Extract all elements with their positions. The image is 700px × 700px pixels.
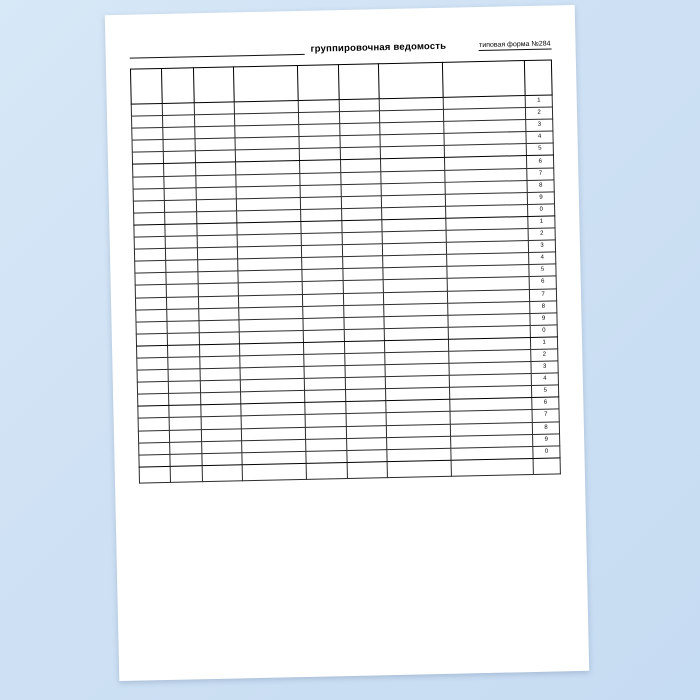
table-cell[interactable]	[169, 405, 201, 418]
table-cell[interactable]	[195, 162, 236, 175]
table-cell[interactable]	[300, 172, 341, 185]
row-number-header-cell	[525, 60, 552, 96]
table-cell[interactable]	[301, 208, 342, 221]
blank-write-in-line[interactable]	[129, 42, 304, 59]
table-cell[interactable]	[199, 320, 240, 333]
row-number-cell: 4	[531, 373, 558, 386]
table-cell[interactable]	[298, 100, 339, 113]
table-cell[interactable]	[135, 273, 167, 286]
column-header-cell[interactable]	[130, 68, 162, 104]
row-number-cell: 5	[532, 385, 559, 398]
table-cell[interactable]	[167, 296, 199, 309]
table-cell[interactable]	[346, 425, 387, 438]
table-cell[interactable]	[340, 171, 381, 184]
row-number-cell: 3	[529, 240, 556, 253]
row-number-cell: 6	[529, 276, 556, 289]
table-cell[interactable]	[134, 249, 166, 262]
table-cell[interactable]	[199, 344, 240, 357]
table-cell[interactable]	[242, 463, 306, 480]
table-cell[interactable]	[165, 200, 197, 213]
table-cell[interactable]	[202, 465, 243, 482]
table-cell[interactable]	[343, 280, 384, 293]
table-cell[interactable]	[303, 305, 344, 318]
table-cell[interactable]	[347, 461, 388, 478]
table-cell[interactable]	[134, 224, 166, 237]
table-cell[interactable]	[197, 259, 238, 272]
table-cell[interactable]	[164, 151, 196, 164]
table-cell[interactable]	[166, 260, 198, 273]
form-number-note: типовая форма №284	[478, 40, 552, 51]
table-cell[interactable]	[132, 116, 164, 129]
table-cell[interactable]	[133, 164, 165, 177]
page-title: группировочная ведомость	[310, 40, 447, 55]
row-number-cell: 5	[529, 264, 556, 277]
column-header-cell[interactable]	[193, 67, 234, 103]
table-cell[interactable]	[170, 466, 202, 483]
table-cell[interactable]	[168, 369, 200, 382]
table-cell[interactable]	[342, 232, 383, 245]
table-cell[interactable]	[305, 390, 346, 403]
table-cell[interactable]	[131, 103, 163, 116]
table-cell[interactable]	[304, 378, 345, 391]
table-cell[interactable]	[344, 341, 385, 354]
table-cell[interactable]	[345, 389, 386, 402]
table-cell[interactable]	[138, 430, 170, 443]
table-cell[interactable]	[300, 184, 341, 197]
table-cell[interactable]	[139, 442, 171, 455]
table-cell[interactable]	[304, 354, 345, 367]
row-number-cell: 2	[526, 107, 553, 120]
table-cell[interactable]	[299, 148, 340, 161]
table-cell[interactable]	[195, 174, 236, 187]
table-cell[interactable]	[133, 200, 165, 213]
column-header-cell[interactable]	[379, 62, 444, 98]
table-cell[interactable]	[138, 394, 170, 407]
table-cell[interactable]	[169, 381, 201, 394]
table-cell[interactable]	[344, 328, 385, 341]
row-number-cell: 5	[526, 143, 553, 156]
column-header-cell[interactable]	[297, 65, 338, 101]
table-cell[interactable]	[345, 401, 386, 414]
row-number-cell: 0	[528, 204, 555, 217]
table-cell[interactable]	[343, 304, 384, 317]
table-cell[interactable]	[197, 247, 238, 260]
table-cell[interactable]	[137, 357, 169, 370]
table-cell[interactable]	[166, 272, 198, 285]
row-number-cell: 3	[531, 361, 558, 374]
table-cell[interactable]	[136, 321, 168, 334]
table-cell[interactable]	[342, 268, 383, 281]
table-cell[interactable]	[303, 329, 344, 342]
row-number-cell: 1	[528, 216, 555, 229]
table-cell[interactable]	[344, 316, 385, 329]
table-cell[interactable]	[339, 123, 380, 136]
table-cell[interactable]	[134, 212, 166, 225]
table-cell[interactable]	[198, 295, 239, 308]
table-cell[interactable]	[132, 152, 164, 165]
table-cell[interactable]	[201, 453, 242, 466]
table-cell[interactable]	[135, 297, 167, 310]
table-cell[interactable]	[194, 102, 235, 115]
table-cell[interactable]	[167, 284, 199, 297]
table-cell[interactable]	[135, 261, 167, 274]
table-cell[interactable]	[164, 175, 196, 188]
row-number-cell: 6	[527, 155, 554, 168]
table-cell[interactable]	[170, 453, 202, 466]
table-cell[interactable]	[133, 188, 165, 201]
table-cell[interactable]	[301, 221, 342, 234]
table-cell[interactable]	[166, 248, 198, 261]
table-cell[interactable]	[163, 103, 195, 116]
table-cell[interactable]	[163, 127, 195, 140]
table-cell[interactable]	[305, 402, 346, 415]
ledger-grid	[130, 59, 561, 483]
table-cell[interactable]	[139, 466, 171, 483]
table-cell[interactable]	[132, 140, 164, 153]
row-number-cell: 7	[530, 288, 557, 301]
table-cell[interactable]	[164, 187, 196, 200]
table-cell[interactable]	[299, 124, 340, 137]
table-cell[interactable]	[200, 404, 241, 417]
table-cell[interactable]	[198, 307, 239, 320]
table-cell[interactable]	[164, 163, 196, 176]
table-cell[interactable]	[345, 365, 386, 378]
table-cell[interactable]	[306, 450, 347, 463]
row-number-cell: 7	[532, 409, 559, 422]
table-cell[interactable]	[136, 333, 168, 346]
table-cell[interactable]	[199, 356, 240, 369]
table-cell[interactable]	[302, 293, 343, 306]
table-cell[interactable]	[200, 380, 241, 393]
table-cell[interactable]	[304, 366, 345, 379]
table-cell[interactable]	[196, 211, 237, 224]
table-cell[interactable]	[298, 112, 339, 125]
table-cell[interactable]	[135, 285, 167, 298]
row-number-cell: 8	[533, 421, 560, 434]
row-number-cell: 8	[530, 301, 557, 314]
table-cell[interactable]	[342, 244, 383, 257]
table-cell[interactable]	[138, 406, 170, 419]
column-header-cell[interactable]	[442, 61, 525, 98]
table-cell[interactable]	[341, 220, 382, 233]
table-cell[interactable]	[299, 136, 340, 149]
table-cell[interactable]	[340, 147, 381, 160]
table-cell[interactable]	[165, 212, 197, 225]
table-cell[interactable]	[200, 392, 241, 405]
table-cell[interactable]	[344, 353, 385, 366]
row-number-cell: 0	[530, 325, 557, 338]
table-cell[interactable]	[195, 138, 236, 151]
row-number-cell: 3	[526, 119, 553, 132]
row-number-cell: 2	[528, 228, 555, 241]
column-header-cell[interactable]	[338, 64, 379, 100]
table-cell[interactable]	[346, 437, 387, 450]
table-cell[interactable]	[195, 150, 236, 163]
table-cell[interactable]	[301, 233, 342, 246]
table-cell[interactable]	[133, 176, 165, 189]
row-number-cell: 9	[528, 192, 555, 205]
table-cell[interactable]	[194, 126, 235, 139]
row-number-cell: 4	[526, 131, 553, 144]
table-cell[interactable]	[168, 333, 200, 346]
table-cell[interactable]	[170, 429, 202, 442]
table-cell[interactable]	[163, 139, 195, 152]
table-cell[interactable]	[345, 377, 386, 390]
ledger-grid-wrapper	[130, 59, 561, 483]
table-cell[interactable]	[302, 257, 343, 270]
table-cell[interactable]	[137, 345, 169, 358]
table-cell[interactable]	[165, 236, 197, 249]
row-number-cell: 6	[532, 397, 559, 410]
table-cell[interactable]	[302, 269, 343, 282]
row-number-cell: 1	[525, 95, 552, 108]
table-cell[interactable]	[194, 114, 235, 127]
table-cell[interactable]	[165, 224, 197, 237]
table-cell[interactable]	[139, 454, 171, 467]
row-number-cell: 7	[527, 168, 554, 181]
table-cell[interactable]	[169, 393, 201, 406]
table-cell[interactable]	[170, 441, 202, 454]
table-cell[interactable]	[196, 187, 237, 200]
table-cell[interactable]	[341, 208, 382, 221]
table-cell[interactable]	[339, 99, 380, 112]
table-cell[interactable]	[303, 341, 344, 354]
table-cell[interactable]	[198, 271, 239, 284]
table-cell[interactable]	[342, 256, 383, 269]
table-cell[interactable]	[136, 309, 168, 322]
table-cell[interactable]	[132, 128, 164, 141]
table-cell[interactable]	[343, 292, 384, 305]
table-cell[interactable]	[301, 245, 342, 258]
table-cell[interactable]	[168, 357, 200, 370]
table-cell[interactable]	[200, 368, 241, 381]
table-cell[interactable]	[167, 320, 199, 333]
table-cell[interactable]	[306, 462, 347, 479]
table-cell[interactable]	[305, 414, 346, 427]
row-number-cell: 0	[533, 446, 560, 459]
row-number-cell: 2	[531, 349, 558, 362]
table-cell[interactable]	[163, 115, 195, 128]
row-number-cell: 8	[527, 180, 554, 193]
row-number-cell: 9	[533, 434, 560, 447]
table-cell[interactable]	[201, 416, 242, 429]
row-number-cell: 4	[529, 252, 556, 265]
table-cell[interactable]	[169, 417, 201, 430]
table-cell[interactable]	[138, 418, 170, 431]
row-number-cell: 9	[530, 313, 557, 326]
table-cell[interactable]	[302, 281, 343, 294]
table-cell[interactable]	[197, 235, 238, 248]
table-cell[interactable]	[341, 183, 382, 196]
table-cell[interactable]	[341, 195, 382, 208]
row-number-cell	[533, 458, 560, 475]
table-cell[interactable]	[305, 426, 346, 439]
table-cell[interactable]	[198, 283, 239, 296]
table-cell[interactable]	[339, 111, 380, 124]
table-cell[interactable]	[196, 223, 237, 236]
row-number-cell: 1	[531, 337, 558, 350]
column-header-cell[interactable]	[234, 66, 299, 102]
table-cell[interactable]	[300, 196, 341, 209]
table-cell[interactable]	[137, 382, 169, 395]
table-cell[interactable]	[346, 413, 387, 426]
table-cell[interactable]	[199, 332, 240, 345]
table-cell[interactable]	[346, 449, 387, 462]
table-cell[interactable]	[306, 438, 347, 451]
table-cell[interactable]	[168, 345, 200, 358]
table-cell[interactable]	[137, 369, 169, 382]
table-cell[interactable]	[303, 317, 344, 330]
table-cell[interactable]	[300, 160, 341, 173]
table-cell[interactable]	[201, 440, 242, 453]
table-cell[interactable]	[387, 460, 451, 477]
table-cell[interactable]	[340, 159, 381, 172]
table-cell[interactable]	[340, 135, 381, 148]
table-cell[interactable]	[451, 458, 534, 476]
table-cell[interactable]	[167, 308, 199, 321]
table-cell[interactable]	[196, 199, 237, 212]
paper-sheet	[105, 5, 589, 681]
table-cell[interactable]	[201, 428, 242, 441]
sheet-content	[105, 5, 589, 681]
document-header	[129, 31, 551, 58]
column-header-cell[interactable]	[162, 68, 194, 104]
table-cell[interactable]	[134, 236, 166, 249]
